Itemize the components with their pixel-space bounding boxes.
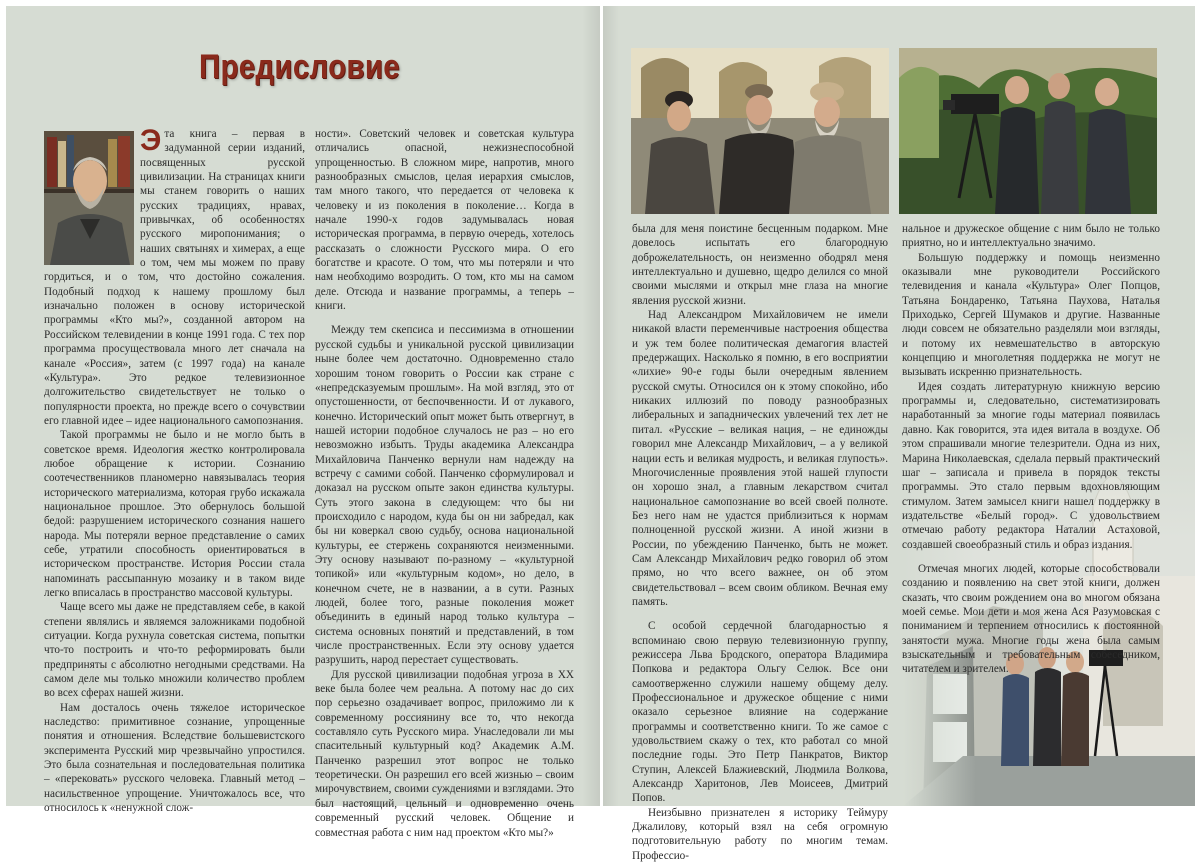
paragraph: С особой сердечной благодарностью я вспоминаю свою первую телевизионную группу, режиссера Льва Бродского, оператора Владимира Попкова и редактора Ольгу Селюк. Все они самоотверженно служили нашему общему делу. Профессиональное и дружеское общение с ними оказало серьезное влияние на содержание программы и соответственно книги. То же самое с удовольствием скажу о тех, кто работал со мной последние годы. Это Петр Панкратов, Виктор Ступин, Алексей Блажиевский, Людмила Волкова, Александр Харитонов, Лев Моисеев, Дмитрий Попов. (632, 620, 888, 805)
paragraph: Для русской цивилизации подобная угроза в XX веке была более чем реальна. А потому нас до сих пор серьезно озадачивает вопрос, приложимо ли к современному россиянину все то, что некогда составляло суть Русского мира. Унаследовали ли мы спасительный культурный код? Академик А.М. Панченко разрешил этот вопрос не только теоретически. Он разрешил его всей жизнью – своим мирочувствием, своими суждениями и взглядами. Это был настоящий, цельный и одновременно очень современный русский человек. Общение и совместная работа с ним над проектом «Кто мы?» (315, 668, 574, 839)
paragraph: Большую поддержку и помощь неизменно оказывали мне руководители Российского телевидения и канала «Культура» Олег Попцов, Татьяна Бондаренко, Татьяна Паухова, Наталья Приходько, Сергей Шумаков и другие. Названные люди совсем не обязательно разделяли мои взгляды, и потому их невмешательство в авторскую концепцию и многолетняя поддержка не могут не вызывать искренню признательность. (902, 251, 1160, 379)
page-title: Предисловие (199, 48, 400, 86)
text-column-1-body (44, 124, 305, 816)
portrait-wrap-spacer (44, 127, 140, 265)
left-page (6, 6, 600, 839)
text-column-3 (632, 222, 888, 863)
drop-cap: Э (140, 124, 162, 157)
paragraph: была для меня поистине бесценным подарком. Мне довелось испытать его благородную доброжелательность, он неизменно ободрял меня интеллектуально и душевно, щедро делился со мной своими мыслями и открыл мне глаза на многие явления русской жизни. (632, 223, 888, 307)
text-column-4 (902, 222, 1160, 677)
paragraph-text: та книга – первая в задуманной серии изданий, посвященных русской цивилизации. На страницах книги мы станем говорить о наших русских традициях, нравах, привычках, об особенностях русского миропонимания; о наших святынях и химерах, а еще о том, чем мы можем по праву гордиться, и о том, что достойно сожаления. Подобный подход к нашему прошлому был изначально положен в основу исторической программы «Кто мы?», созданной автором на Российском телевидении в конце 1991 года. С тех пор программа просуществовала много лет сначала на канале «Россия», затем (с 1997 года) на канале «Культура». Это редкое телевизионное долгожительство свидетельствует не только о популярности проекта, но прежде всего о сочувствии его главной идее – идее национального самопознания. (44, 128, 305, 427)
paragraph: Между тем скепсиса и пессимизма в отношении русской судьбы и уникальной русской цивилизации ныне более чем достаточно. Одновременно стало хорошим тоном говорить о России как стране с «непредсказуемым прошлым». На мой взгляд, это от опустошенности, от беспочвенности. И от лукавого, конечно. Исторический опыт может быть отвергнут, в нашей истории подобное случалось не раз – но его невозможно избыть. Труды академика Александра Михайловича Панченко вернули нам надежду на встречу с самими собой. Панченко сформулировал и доказал на русском опыте закон единства культуры. Суть этого закона в следующем: что бы ни происходило с народом, куда бы он ни забредал, как бы ни коверкал свою судьбу, основа национальной культуры, ее стержень сохраняются неизменными. Эту основу называют по-разному – «культурной топикой» или «культурным кодом», но дело, в конечном счете, не в названии, а в сути. Разных людей, более того, разные поколения может объединить в единый народ только культура – система основных понятий и представлений, в том числе пространственных. Если эту основу удается разрушить, народ перестает существовать. (315, 324, 574, 667)
paragraph: Чаще всего мы даже не представляем себе, в какой степени являлись и являемся заложниками подобной ситуации. Когда рухнула советская система, попытки что-то построить и что-то реформировать были предприняты с абсолютно негодными средствами. На самом деле мы только множили количество проблем во всех сферах нашей жизни. (44, 601, 305, 700)
paragraph: Над Александром Михайловичем не имели никакой власти переменчивые настроения общества и уж тем более политическая демагогия властей предержащих. Насколько я помню, в его восприятии «лихие» 90-е годы были очередным явлением русской смуты. Относился он к этому спокойно, ибо никаких иллюзий по поводу разнообразных либеральных и западнических увлечений тех лет не питал. «Русские – великая нация, – не единожды говорил мне Александр Михайлович, – а у великой нации есть и великая мудрость, и великая глупость». Многочисленные проявления этой нашей глупости он хорошо знал, а главным лекарством считал национальное самопознание во всей своей полноте. Без него нам не удастся приблизиться к нормам полноценной русской жизни. А иной жизни в России, по убеждению Панченко, быть не может. Сам Александр Михайлович редко говорил об этом прямо, но что всего важнее, он об этом свидетельствовал – всем своим обликом. Вечная ему память. (632, 309, 888, 608)
paragraph: ности». Советский человек и советская культура отличались опасной, нежизнеспособной упрощенностью. В сложном мире, напротив, много разнообразных смыслов, целая иерархия смыслов, там много такого, что передается от человека к человеку и из поколения в поколение… Когда в начале 1990-х годов задумывалась новая историческая программа, в первую очередь, хотелось рассказать о сложности Русского мира. О его богатстве и красоте. О том, что мы потеряли и что нам необходимо возродить. О том, кто мы на самом деле. Отсюда и название программы, а теперь – книги. (315, 128, 574, 313)
right-page (603, 6, 1195, 862)
photo-film-crew-outdoors (899, 48, 1157, 214)
paragraph: Идея создать литературную книжную версию программы и, следовательно, систематизировать наработанный за многие годы материал появилась давно. Как говорится, эта идея витала в воздухе. Об этом спрашивали многие телезрители. Одна из них, Марина Николаевская, сделала первый практический шаг – записала и привела в порядок тексты программы. Это стало первым вдохновляющим стимулом. Затем замысел книги нашел поддержку в издательстве «Белый город». С удовольствием отмечаю работу редактора Наталии Астаховой, создавшей своеобразный стиль и образ издания. (902, 380, 1160, 551)
paragraph: Отмечая многих людей, которые способствовали созданию и появлению на свет этой книги, должен сказать, что своим рождением она во многом обязана моей семье. Мои дети и моя жена Ася Разумовская с пониманием и терпением относились к постоянной занятости мужа. Многие годы жена была самым взыскательным и требовательным собеседником, читателем и зрителем. (902, 562, 1160, 676)
paragraph: Нам досталось очень тяжелое историческое наследство: примитивное сознание, упрощенные понятия и отношения. Вследствие большевистского эксперимента Русский мир чрезвычайно упростился. Это была сознательная и последовательная политика – «перековать» русского человека. Главный метод – насильственное упрощение. Уничтожалось все, что относилось к «ненужной слож- (44, 701, 305, 815)
paragraph: Неизбывно признателен я историку Теймуру Джалилову, который взял на себя огромную подготовительную работу по многим темам. Профессио- (632, 806, 888, 862)
paragraph: Такой программы не было и не могло быть в советское время. Идеология жестко контролировала любое обращение к истории. Сознанию соотечественников планомерно навязывалась теория исторического материализма, которая грубо искажала национальное прошлое. Это обернулось большой бедой: разрушением исторического сознания нашего народа. Мы потеряли верное представление о самих себе, утратили способность ориентироваться в историческом пространстве. История России стала напоминать рассыпанную мозаику и в таком виде легко вписалась в пространство массовой культуры. (44, 429, 305, 599)
paragraph: нальное и дружеское общение с ним было не только приятно, но и интеллектуально значимо. (902, 223, 1160, 250)
photo-three-men-in-monastery (631, 48, 889, 214)
text-column-2 (315, 127, 574, 840)
